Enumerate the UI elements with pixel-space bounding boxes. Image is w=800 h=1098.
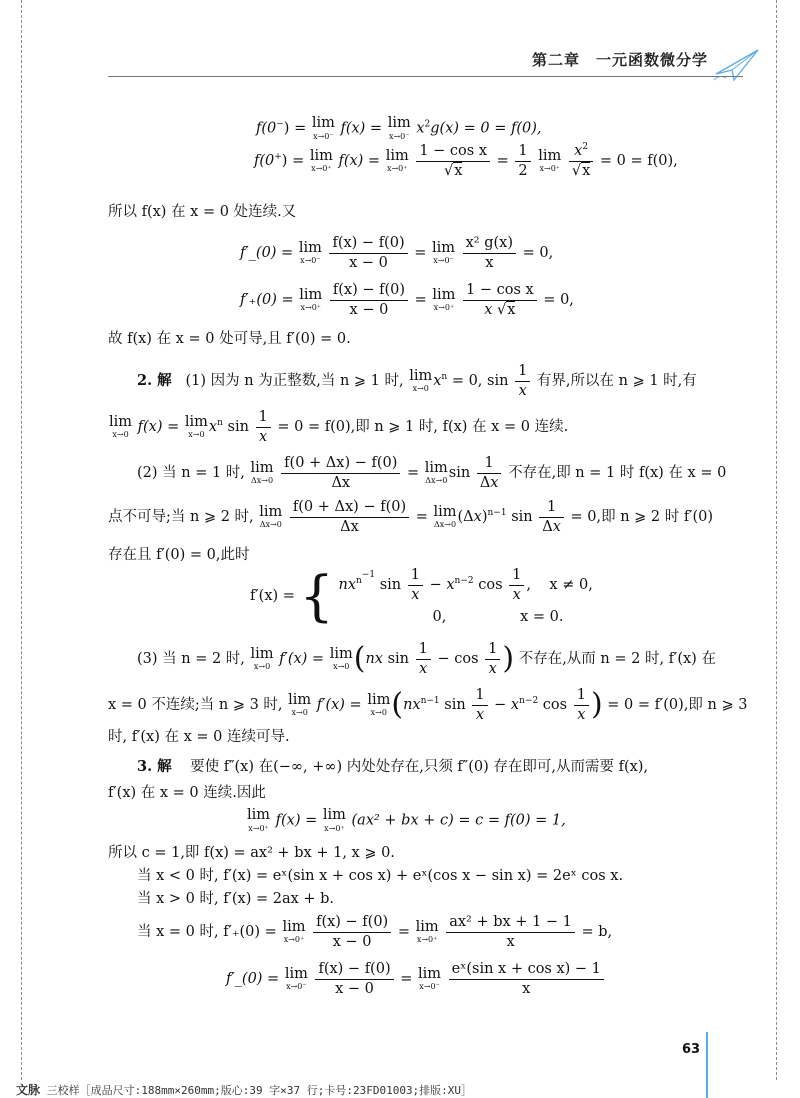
lim-operator: lim x→0 xyxy=(329,645,353,672)
lim-word: lim xyxy=(433,503,457,520)
eq-text: = 0,即 n ⩾ 2 时 f′(0) xyxy=(570,509,714,525)
right-margin-dashed-line xyxy=(776,0,777,1080)
lim-operator: lim x→0⁻ xyxy=(311,115,335,141)
eq-text: f′(x) = xyxy=(279,651,329,667)
lim-operator: lim x→0⁺ xyxy=(385,147,409,174)
eq-right-derivative: f′₊(0) = lim x→0⁺ $\frac{f(x) - f(0)}{x - 0}$ = lim x→0⁺ $\frac{\text{1 − cos x}}{x √x}$ = 0, xyxy=(240,282,574,318)
lim-operator: lim x→0⁺ xyxy=(432,286,456,313)
eq-text: = 0 = f(0),即 n ⩾ 1 时, f(x) 在 x = 0 连续. xyxy=(277,419,569,435)
eq-left-derivative: f′_(0) = lim x→0⁻ $\frac{f(x) - f(0)}{x - 0}$ = lim x→0⁻ $\frac{\text{x² g(x)}}{x}$ = 0, xyxy=(240,235,554,271)
lim-word: lim xyxy=(250,645,274,662)
problem-3-line-4: 所以 c = 1,即 f(x) = ax² + bx + 1, x ⩾ 0. xyxy=(108,845,395,861)
eq-text: = 0 = f(0), xyxy=(599,153,678,169)
eq-text: 不存在,即 n = 1 时 f(x) 在 x = 0 xyxy=(508,465,727,481)
eq-text: 不存在,从而 n = 2 时, f′(x) 在 xyxy=(518,651,716,667)
lim-word: lim xyxy=(322,807,346,823)
fraction-numerator: ax² + bx + 1 − 1 xyxy=(446,915,575,933)
eq-left-limit: f(0−) = lim x→0⁻ f(x) = lim x→0⁻ $x^2g(x) = 0 = f(0)$, xyxy=(256,115,542,141)
eq-text: = xyxy=(406,465,424,481)
problem-3-line-1 xyxy=(137,760,648,775)
left-brace: { xyxy=(299,564,334,628)
fraction-numerator: f(0 + Δx) − f(0) xyxy=(290,500,409,518)
fraction-numerator: 1 − cos x xyxy=(463,283,537,301)
fraction-numerator: x² g(x) xyxy=(463,236,516,254)
eq-text: 要使 f″(x) 在(−∞, +∞) 内处处存在,只须 f″(0) 存在即可,从而需要 f(x), xyxy=(190,759,649,775)
lim-operator: lim x→0⁺ xyxy=(247,807,271,833)
fraction-numerator: eˣ(sin x + cos x) − 1 xyxy=(449,962,604,980)
eq-text: = 0, xyxy=(543,292,574,308)
fraction-numerator: 1 − cos x xyxy=(416,144,490,162)
eq-text: f′_(0) = xyxy=(240,245,298,261)
eq-text: = 0, sin xyxy=(451,373,509,389)
footer-text: 三校样［成品尺寸:188mm×260mm;版心:39 字×37 行;卡号:23FD01003;排版:XU］ xyxy=(46,1084,473,1097)
lim-word: lim xyxy=(385,147,409,164)
lim-word: lim xyxy=(367,691,391,708)
problem-3-line-7: 当 x = 0 时, f′₊(0) = lim x→0⁺ $\frac{f(x) - f(0)}{x - 0}$ = lim x→0⁺ $\frac{\text{ax² + bx + 1 − 1}}{x}$ = b, xyxy=(137,914,613,950)
fraction-denominator: x xyxy=(485,254,494,271)
lim-word: lim xyxy=(299,286,323,303)
fraction xyxy=(313,915,391,949)
problem-2-line-1: 2. 解 (1) 因为 n 为正整数,当 n ⩾ 1 时, lim x→0 $x^n = 0$, sin $\frac{1}{x}$ 有界,所以在 n ⩾ 1 时,有 xyxy=(137,363,697,399)
condition-text: x = 0. xyxy=(520,609,564,625)
eq-text: x xyxy=(416,120,425,137)
header-rule xyxy=(108,76,743,77)
problem-2-line-3: (2) 当 n = 1 时, lim Δx→0 $\frac{f(0 + \Delta x) - f(0)}{\Delta x}$ = lim Δx→0 sin $\frac{1}{\Delta x}$ 不存在,即 n = 1 时 f(x) 在 x = 0 xyxy=(137,455,727,491)
lim-word: lim xyxy=(284,965,308,982)
lim-operator: lim x→0 xyxy=(367,691,391,718)
lim-operator: lim Δx→0 xyxy=(259,503,283,530)
problem-3-line-5: 当 x < 0 时, f′(x) = eˣ(sin x + cos x) + eˣ(cos x − sin x) = 2eˣ cos x. xyxy=(137,868,624,884)
lim-word: lim xyxy=(311,115,335,131)
condition-text: x ≠ 0, xyxy=(549,577,593,593)
problem-2-line-6: (3) 当 n = 2 时, lim x→0 f′(x) = lim x→0 (nx sin $\frac{1}{x}$ − cos $\frac{1}{x}$ ) 不存在,从而 n = 2 时, f′(x) 在 xyxy=(137,641,716,677)
problem-3-line-8: f′_(0) = lim x→0⁻ $\frac{f(x) - f(0)}{x - 0}$ = lim x→0⁻ $\frac{\text{eˣ(sin x + cos x) − 1}}{x}$ xyxy=(226,962,606,996)
chapter-title: 第二章 一元函数微分学 xyxy=(531,51,708,69)
print-footer xyxy=(16,1081,472,1098)
fraction xyxy=(329,236,407,270)
fraction-denominator: x − 0 xyxy=(349,301,389,318)
eq-text: 点不可导;当 n ⩾ 2 时, xyxy=(108,509,254,525)
fraction xyxy=(330,283,408,317)
eq-text: f(x) = xyxy=(137,419,184,435)
fraction xyxy=(446,915,575,949)
lim-operator: lim x→0 xyxy=(250,645,274,672)
eq-text: = 0, xyxy=(522,245,554,261)
fraction xyxy=(463,236,516,270)
page-header xyxy=(0,0,800,90)
fraction xyxy=(290,500,409,534)
eq-text: = 0 = f′(0),即 n ⩾ 3 xyxy=(607,697,748,713)
lim-word: lim xyxy=(415,918,439,935)
lim-word: lim xyxy=(538,147,562,164)
problem-2-line-8: 时, f′(x) 在 x = 0 连续可导. xyxy=(108,729,290,745)
text-continuity: 所以 f(x) 在 x = 0 处连续.又 xyxy=(108,204,297,220)
lim-word: lim xyxy=(424,459,448,476)
lim-operator: lim x→0⁻ xyxy=(284,965,308,992)
paper-plane-icon xyxy=(712,44,762,84)
fraction xyxy=(449,962,604,996)
lim-operator: lim x→0⁺ xyxy=(538,147,562,174)
fraction: $\frac{1}{x}$ xyxy=(515,364,530,398)
eq-text: = b, xyxy=(581,924,613,940)
lim-word: lim xyxy=(250,459,274,476)
problem-3-line-2: f′(x) 在 x = 0 连续.因此 xyxy=(108,785,266,801)
eq-text: f(0 xyxy=(256,120,277,137)
fraction: $\frac{1}{\Delta x}$ xyxy=(539,500,564,534)
lim-operator: lim Δx→0 xyxy=(424,459,448,486)
lim-operator: lim x→0⁻ xyxy=(431,239,456,266)
eq-text: f(x) = xyxy=(338,153,385,169)
problem-3-line-3 xyxy=(246,808,566,833)
eq-text: ) = xyxy=(281,153,309,169)
eq-text: = xyxy=(415,509,433,525)
eq-text: 当 x = 0 时, f′₊(0) = xyxy=(137,924,282,940)
eq-text: x = 0 不连续;当 n ⩾ 3 时, xyxy=(108,697,288,713)
lim-operator: lim x→0⁺ xyxy=(322,807,346,833)
fraction-numerator: x xyxy=(574,143,583,159)
fraction-denominator: x xyxy=(454,162,463,179)
problem-2-line-2: lim x→0 f(x) = lim x→0 $x^n$ sin $\frac{1}{x}$ = 0 = f(0),即 n ⩾ 1 时, f(x) 在 x = 0 连续. xyxy=(109,409,569,445)
problem-label: 3. 解 xyxy=(137,758,172,775)
lim-word: lim xyxy=(432,286,456,303)
lim-word: lim xyxy=(387,115,411,131)
eq-text: (2) 当 n = 1 时, xyxy=(137,465,245,481)
piecewise-definition: f′(x) = { $nx^{n^{-1}}$ sin $\frac{1}{x}$ − $x^{n-2}$ cos $\frac{1}{x}$ , x ≠ 0, 0, x = 0. xyxy=(250,564,593,628)
problem-label: 2. 解 xyxy=(137,372,172,389)
fraction: $\frac{x^2}{√x}$ xyxy=(569,144,593,178)
fraction-denominator: x xyxy=(582,162,591,179)
fraction-denominator: x − 0 xyxy=(349,254,388,271)
piece-value: 0, xyxy=(432,609,447,625)
lim-word: lim xyxy=(247,807,271,823)
left-margin-dashed-line xyxy=(21,0,22,1080)
lim-word: lim xyxy=(329,645,353,662)
fraction-denominator: Δx xyxy=(340,518,359,535)
text-differentiable: 故 f(x) 在 x = 0 处可导,且 f′(0) = 0. xyxy=(108,331,351,347)
fraction: $\frac{\text{1 − cos x}}{√x}$ xyxy=(416,144,490,178)
fraction-denominator: x − 0 xyxy=(335,980,374,997)
lim-operator: lim x→0⁻ xyxy=(387,115,411,141)
fraction xyxy=(515,144,530,178)
page-number: 63 xyxy=(682,1042,701,1057)
fraction: $\frac{1}{x}$ xyxy=(256,410,271,444)
fraction-denominator: x xyxy=(522,980,531,997)
lim-operator: lim Δx→0 xyxy=(250,459,274,486)
fraction-denominator: x xyxy=(484,301,493,318)
lim-operator: lim x→0 xyxy=(288,691,312,718)
problem-3-line-6: 当 x > 0 时, f′(x) = 2ax + b. xyxy=(137,891,335,907)
lim-word: lim xyxy=(417,965,442,982)
lim-operator: lim x→0⁻ xyxy=(417,965,442,992)
eq-text: (1) 因为 n 为正整数,当 n ⩾ 1 时, xyxy=(185,373,409,389)
lim-word: lim xyxy=(288,691,312,708)
lim-operator: lim x→0 xyxy=(409,367,433,394)
lim-operator: lim x→0⁺ xyxy=(415,918,439,945)
eq-text: (3) 当 n = 2 时, xyxy=(137,651,250,667)
page-number-bar xyxy=(706,1032,708,1098)
fraction-denominator: Δx xyxy=(331,474,351,491)
eq-text: f′_(0) = xyxy=(226,971,284,987)
fraction-numerator: f(x) − f(0) xyxy=(313,915,391,933)
lim-word: lim xyxy=(298,239,322,256)
fraction-numerator: f(x) − f(0) xyxy=(329,236,407,254)
eq-text: 有界,所以在 n ⩾ 1 时,有 xyxy=(536,373,697,389)
fraction-numerator: f(x) − f(0) xyxy=(315,962,393,980)
problem-2-line-5: 存在且 f′(0) = 0,此时 xyxy=(108,547,250,563)
lim-operator: lim x→0⁺ xyxy=(282,918,306,945)
lim-word: lim xyxy=(309,147,333,164)
fraction-numerator: 1 xyxy=(515,144,530,162)
problem-2-line-7: x = 0 不连续;当 n ⩾ 3 时, lim x→0 f′(x) = lim x→0 ($nx^{n-1}$ sin $\frac{1}{x}$ − $x^{n-2}$ cos $\frac{1}{x}$ ) = 0 = f′(0),即 n ⩾ 3 xyxy=(108,687,748,723)
problem-2-line-4: 点不可导;当 n ⩾ 2 时, lim Δx→0 $\frac{f(0 + \Delta x) - f(0)}{\Delta x}$ = lim Δx→0 $(\Delta x)^{n-1}$ sin $\frac{1}{\Delta x}$ = 0,即 n ⩾ 2 时 f′(0) xyxy=(108,499,714,535)
eq-right-limit: f(0+) = lim x→0⁺ f(x) = lim x→0⁺ $\frac{\text{1 − cos x}}{√x}$ = $\frac{1}{2}$ lim x→0⁺ $\frac{x^2}{√x}$ = 0 = f(0), xyxy=(254,142,678,179)
lim-operator: lim x→0⁺ xyxy=(299,286,323,313)
eq-text: f′(x) = xyxy=(316,697,367,713)
lim-operator: lim Δx→0 xyxy=(433,503,457,530)
eq-text: ) = xyxy=(283,120,311,137)
fraction xyxy=(281,456,400,490)
fraction-numerator: f(0 + Δx) − f(0) xyxy=(281,456,400,474)
eq-text: f(0 xyxy=(254,153,275,169)
fraction: $\frac{\text{1 − cos x}}{x √x}$ xyxy=(463,283,537,317)
eq-text: g(x) = 0 = f(0), xyxy=(430,120,542,137)
fraction-denominator: x xyxy=(506,933,515,950)
lim-operator: lim x→0⁺ xyxy=(309,147,333,174)
eq-text: f′(x) = xyxy=(250,588,295,604)
lim-word: lim xyxy=(282,918,306,935)
lim-word: lim xyxy=(431,239,456,256)
fraction-denominator: x − 0 xyxy=(332,933,372,950)
eq-text: (ax² + bx + c) = c = f(0) = 1, xyxy=(351,812,566,829)
lim-word: lim xyxy=(259,503,283,520)
eq-text: f(x) = xyxy=(275,812,322,829)
lim-operator: lim x→0 xyxy=(109,413,133,440)
lim-operator: lim x→0 xyxy=(184,413,208,440)
footer-brand: 文脉 xyxy=(16,1083,41,1097)
lim-word: lim xyxy=(409,367,433,384)
fraction: $\frac{1}{\Delta x}$ xyxy=(477,456,502,490)
lim-word: lim xyxy=(184,413,208,430)
eq-text: f′₊(0) = xyxy=(240,292,299,308)
fraction-denominator: 2 xyxy=(518,162,528,179)
fraction-numerator: f(x) − f(0) xyxy=(330,283,408,301)
eq-text: f(x) = xyxy=(340,120,387,137)
lim-word: lim xyxy=(109,413,133,430)
lim-operator: lim x→0⁻ xyxy=(298,239,322,266)
fraction xyxy=(315,962,393,996)
